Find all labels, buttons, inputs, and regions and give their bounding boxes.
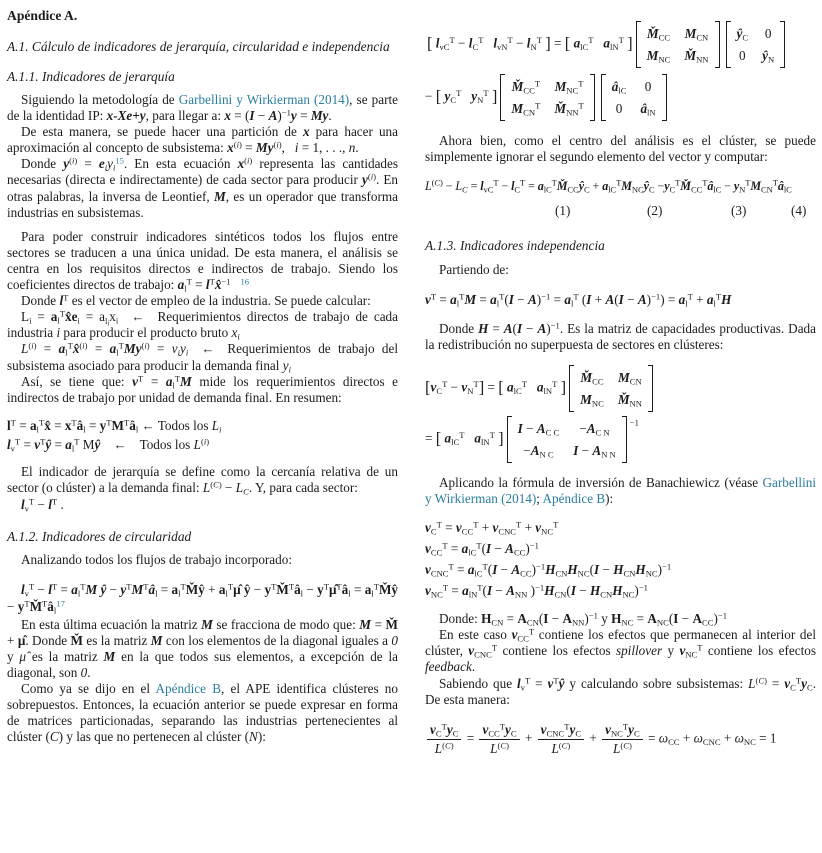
citation-garbellini-1[interactable]: Garbellini y Wirkierman (2014) <box>178 92 350 107</box>
equation-vT: $v^T = a_l^TM = a_l^T(I - A)^{-1} = a_l^T$ $(I + A(I - A)^{-1}) = a_l^T + a_l^TH$ <box>425 291 732 309</box>
paragraph-donde-y: Donde $y^{(i)} = e_iy_i^{15}$. En esta ecuación $x^{(i)}$ representa las cantidades necesarias (directa e indirectamente) de cada sector para producir $y^{(i)}$. En otras palabras, la inversa de Leontief, M, es un operador que transforma industrias en subsistemas. <box>7 155 399 220</box>
paragraph-en-este-caso: En este caso $v_{CC}^T$ contiene los efectos que permanecen al interior del clúster, $v_{CNC}^T$ contiene los efectos spillover y $v_{NC}^T$ contiene los efectos feedback. <box>425 626 817 675</box>
citation-garbellini-2[interactable]: Garbellini y Wirkierman (2014) <box>425 474 816 507</box>
paragraph-sabiendo: Sabiendo que $l_v^T$ = $v^Tŷ$ y calculando sobre subsistemas: $L^{(C)} = v_C^Ty_C$. De esta manera: <box>425 675 817 707</box>
paragraph-partiendo: Partiendo de: <box>439 261 509 277</box>
equation-banachiewicz-1: $v_C^T = v_{CC}^T + v_{CNC}^T + v_{NC}^T$ <box>425 519 559 537</box>
equation-Li: $L_i$ = $a_l^Tx̂e_i = a_{l_i}x_i$ ← Requerimientos directos de trabajo de cada industria i para producir el producto bruto $x_i$ <box>7 308 398 342</box>
equation-banachiewicz-3: $v_{CNC}^T = a_{lC}^T(I - A_{CC})^{-1}H_{CN}H_{NC}(I - H_{CN}H_{NC})^{-1}$ <box>425 561 672 579</box>
paragraph-construir: Para poder construir indicadores sintéticos todos los flujos entre sectores se traducen a una única unidad. De esta manera, el análisis se centra en los requisitos directos e indirectos de trabajo. Siendo los coeficientes directos de trabajo: $a_l^T$ = $l^Tx̂^{-1}$ $^{16}$ <box>7 228 398 294</box>
equation-banachiewicz-block <box>425 519 816 599</box>
equation-term-labels <box>425 203 816 220</box>
section-heading-a12: A.1.2. Indicadores de circularidad <box>7 528 192 544</box>
section-heading-a1: A.1. Cálculo de indicadores de jerarquía, circularidad e independencia <box>7 39 390 54</box>
footnote-ref-17[interactable]: 17 <box>56 598 65 609</box>
paragraph-donde-l: Donde $l^T$ es el vector de empleo de la industria. Se puede calcular: <box>21 292 371 309</box>
paragraph-particion: De esta manera, se puede hacer una partición de x para hacer una aproximación al concepto de subsistema: $x^{(i)} = My^{(i)}$, i = 1, . . ., n. <box>7 124 399 156</box>
paragraph-como-ya-se-dijo: Como ya se dijo en el Apéndice B, el APE identifica clústeres no sobrepuestos. Entonces, la ecuación anterior se puede expresar en forma de matrices particionadas, separando las industrias pertenecientes al clúster (C) y las que no pertenecen al clúster (N): <box>7 680 398 745</box>
paragraph-donde-h: Donde $H = A(I - A)^{-1}$. Es la matriz de capacidades productivas. Dada la redistribución no superpuesta de sectores en clústeres: <box>425 320 816 352</box>
equation-banachiewicz-2: $v_{CC}^T = a_{lC}^T(I - A_{CC})^{-1}$ <box>425 540 539 558</box>
paragraph-ultima-ecuacion: En esta última ecuación la matriz M se fracciona de modo que: M = M̌ + μ̂. Donde M̌ es la matriz M con los elementos de la diagonal iguales a 0 y μ̂ es la matriz M en la que todos sus elementos, a excepción de la diagonal, son 0. <box>7 616 399 680</box>
equation-particionada-linea-1: [ $l_{vC}^T - l_C^T$ $l_{vN}^T - l_N^T$ ] = [ $a_{lC}^T$ $a_{lN}^T$ ] $M̌_{CC}$ $M_{CN}$ $M_{NC}$ $M̌_{NN}$ $ŷ_C$ 0 0 $ŷ_N$ <box>427 21 816 68</box>
equation-resumen-linea-1: $l^T$ = $a_l^Tx̂$ = $x^Tâ_l$ = $y^TM^Tâ_l$ ← Todos los $L_i$ <box>7 417 222 435</box>
equation-L-subsistema: $L^{(i)}$ = $a_l^Tx̂^{(i)} = a_l^TMy^{(i)} = v_iy_i$ ← Requerimientos de trabajo del subsistema asociado para producir la demanda final $y_i$ <box>7 340 399 374</box>
equation-circularidad: $l_v^T - l^T = a_l^TM$ ŷ − $y^TM^Tâ_l$ = $a_l^TM̌ŷ$ + $a_l^T\mû$ ŷ − $y^TM̌^Tâ_l$ − $y^T\mû^Tâ_l$ = $a_l^TM̌ŷ$ − $y^TM̌^Tâ_l^{17}$ <box>7 581 398 616</box>
section-heading-a13: A.1.3. Indicadores independencia <box>425 238 605 254</box>
paragraph-asi: Así, se tiene que: $v^T = a_l^TM$ mide los requerimientos directos e indirectos de trabajo por unidad de demanda final. En resumen: <box>7 373 399 405</box>
equation-term-label-1: (1) <box>555 203 571 219</box>
link-apendice-b-2[interactable]: Apéndice B <box>542 491 606 507</box>
section-heading-a11: A.1.1. Indicadores de jerarquía <box>7 68 175 84</box>
paragraph-analizando: Analizando todos los flujos de trabajo incorporado: <box>21 552 293 568</box>
equation-omega: $v_C^Ty_C$ $L^{(C)}$ = $v_{CC}^Ty_C$ $L^{(C)}$ + $v_{CNC}^Ty_C$ $L^{(C)}$ + $v_{NC}^Ty_C$ $L^{(C)}$ = $\omega_{CC} + \omega_{CNC} + \omega_{NC} = 1$ <box>425 722 816 757</box>
paragraph-metodologia: Siguiendo la metodología de Garbellini y Wirkierman (2014), se parte de la identidad IP: x-Xe+y, para llegar a: $x = (I - A)^{-1}y = My$. <box>7 92 398 124</box>
equation-term-label-4: (4) <box>791 203 807 219</box>
paragraph-aplicando: Aplicando la fórmula de inversión de Banachiewicz (véase Garbellini y Wirkierman (2014); Apéndice B): <box>425 474 816 507</box>
equation-particionada-linea-2: − [ $y_C^T$ $y_N^T$ ] $M̌_{CC}^T$ $M_{NC}^T$ $M_{CN}^T$ $M̌_{NN}^T$ $â_{lC}$ 0 0 $â_{lN}$ <box>425 74 816 121</box>
equation-lv-menos-l: $l_v^T - l^T$ . <box>21 496 64 514</box>
footnote-ref-16[interactable]: 16 <box>240 276 250 287</box>
paragraph-ahora-bien: Ahora bien, como el centro del análisis es el clúster, se puede simplemente ignorar el segundo elemento del vector y computar: <box>425 133 816 165</box>
link-apendice-b-1[interactable]: Apéndice B <box>155 680 221 696</box>
paragraph-indicador-jerarquia: El indicador de jerarquía se define como la cercanía relativa de un sector (o clúster) a la demanda final: $L^{(C)} - L_C$. Y, para cada sector: <box>7 463 398 497</box>
paragraph-donde-hcn: Donde: $H_{CN} = A_{CN}(I - A_{NN})^{-1}$ y $H_{NC} = A_{NC}(I - A_{CC})^{-1}$ <box>439 610 728 628</box>
equation-vc-linea-2: = [ $a_{lC}^T$ $a_{lN}^T$ ] $I - A_{C C}$ $-A_{C N}$ $-A_{N C}$ $I - A_{N N}$ $^{-1}$ <box>425 416 816 463</box>
footnote-ref-15[interactable]: 15 <box>115 155 124 166</box>
equation-vc-linea-1: $[v_C^T - v_N^T]$ = [ $a_{lC}^T$ $a_{lN}^T$ ] $M̌_{CC}$ $M_{CN}$ $M_{NC}$ $M̌_{NN}$ <box>425 365 816 412</box>
equation-term-label-3: (3) <box>731 203 747 219</box>
equation-resumen-linea-2: $l_v^T$ = $v^Tŷ = a_l^T$ Mŷ ← Todos los $L^{(i)}$ <box>7 436 210 454</box>
equation-cluster: $L^{(C)} - L_C = l_{vC}^T - l_C^T$ = $a_{lC}^TM̌_{CC}ŷ_C$ + $a_{lC}^TM_{NC}ŷ_C$ $-y_C^TM̌_{CC}^Tâ_{lC}$ − $y_N^TM_{CN}^Tâ_{lC}$ <box>425 177 792 195</box>
equation-banachiewicz-4: $v_{NC}^T = a_{lN}^T(I - A_{NN}$ )$^{-1}H_{CN}(I - H_{CN}H_{NC})^{-1}$ <box>425 582 648 600</box>
page-title: Apéndice A. <box>7 8 78 23</box>
right-column <box>425 7 816 770</box>
equation-term-label-2: (2) <box>647 203 663 219</box>
left-column <box>7 7 398 770</box>
